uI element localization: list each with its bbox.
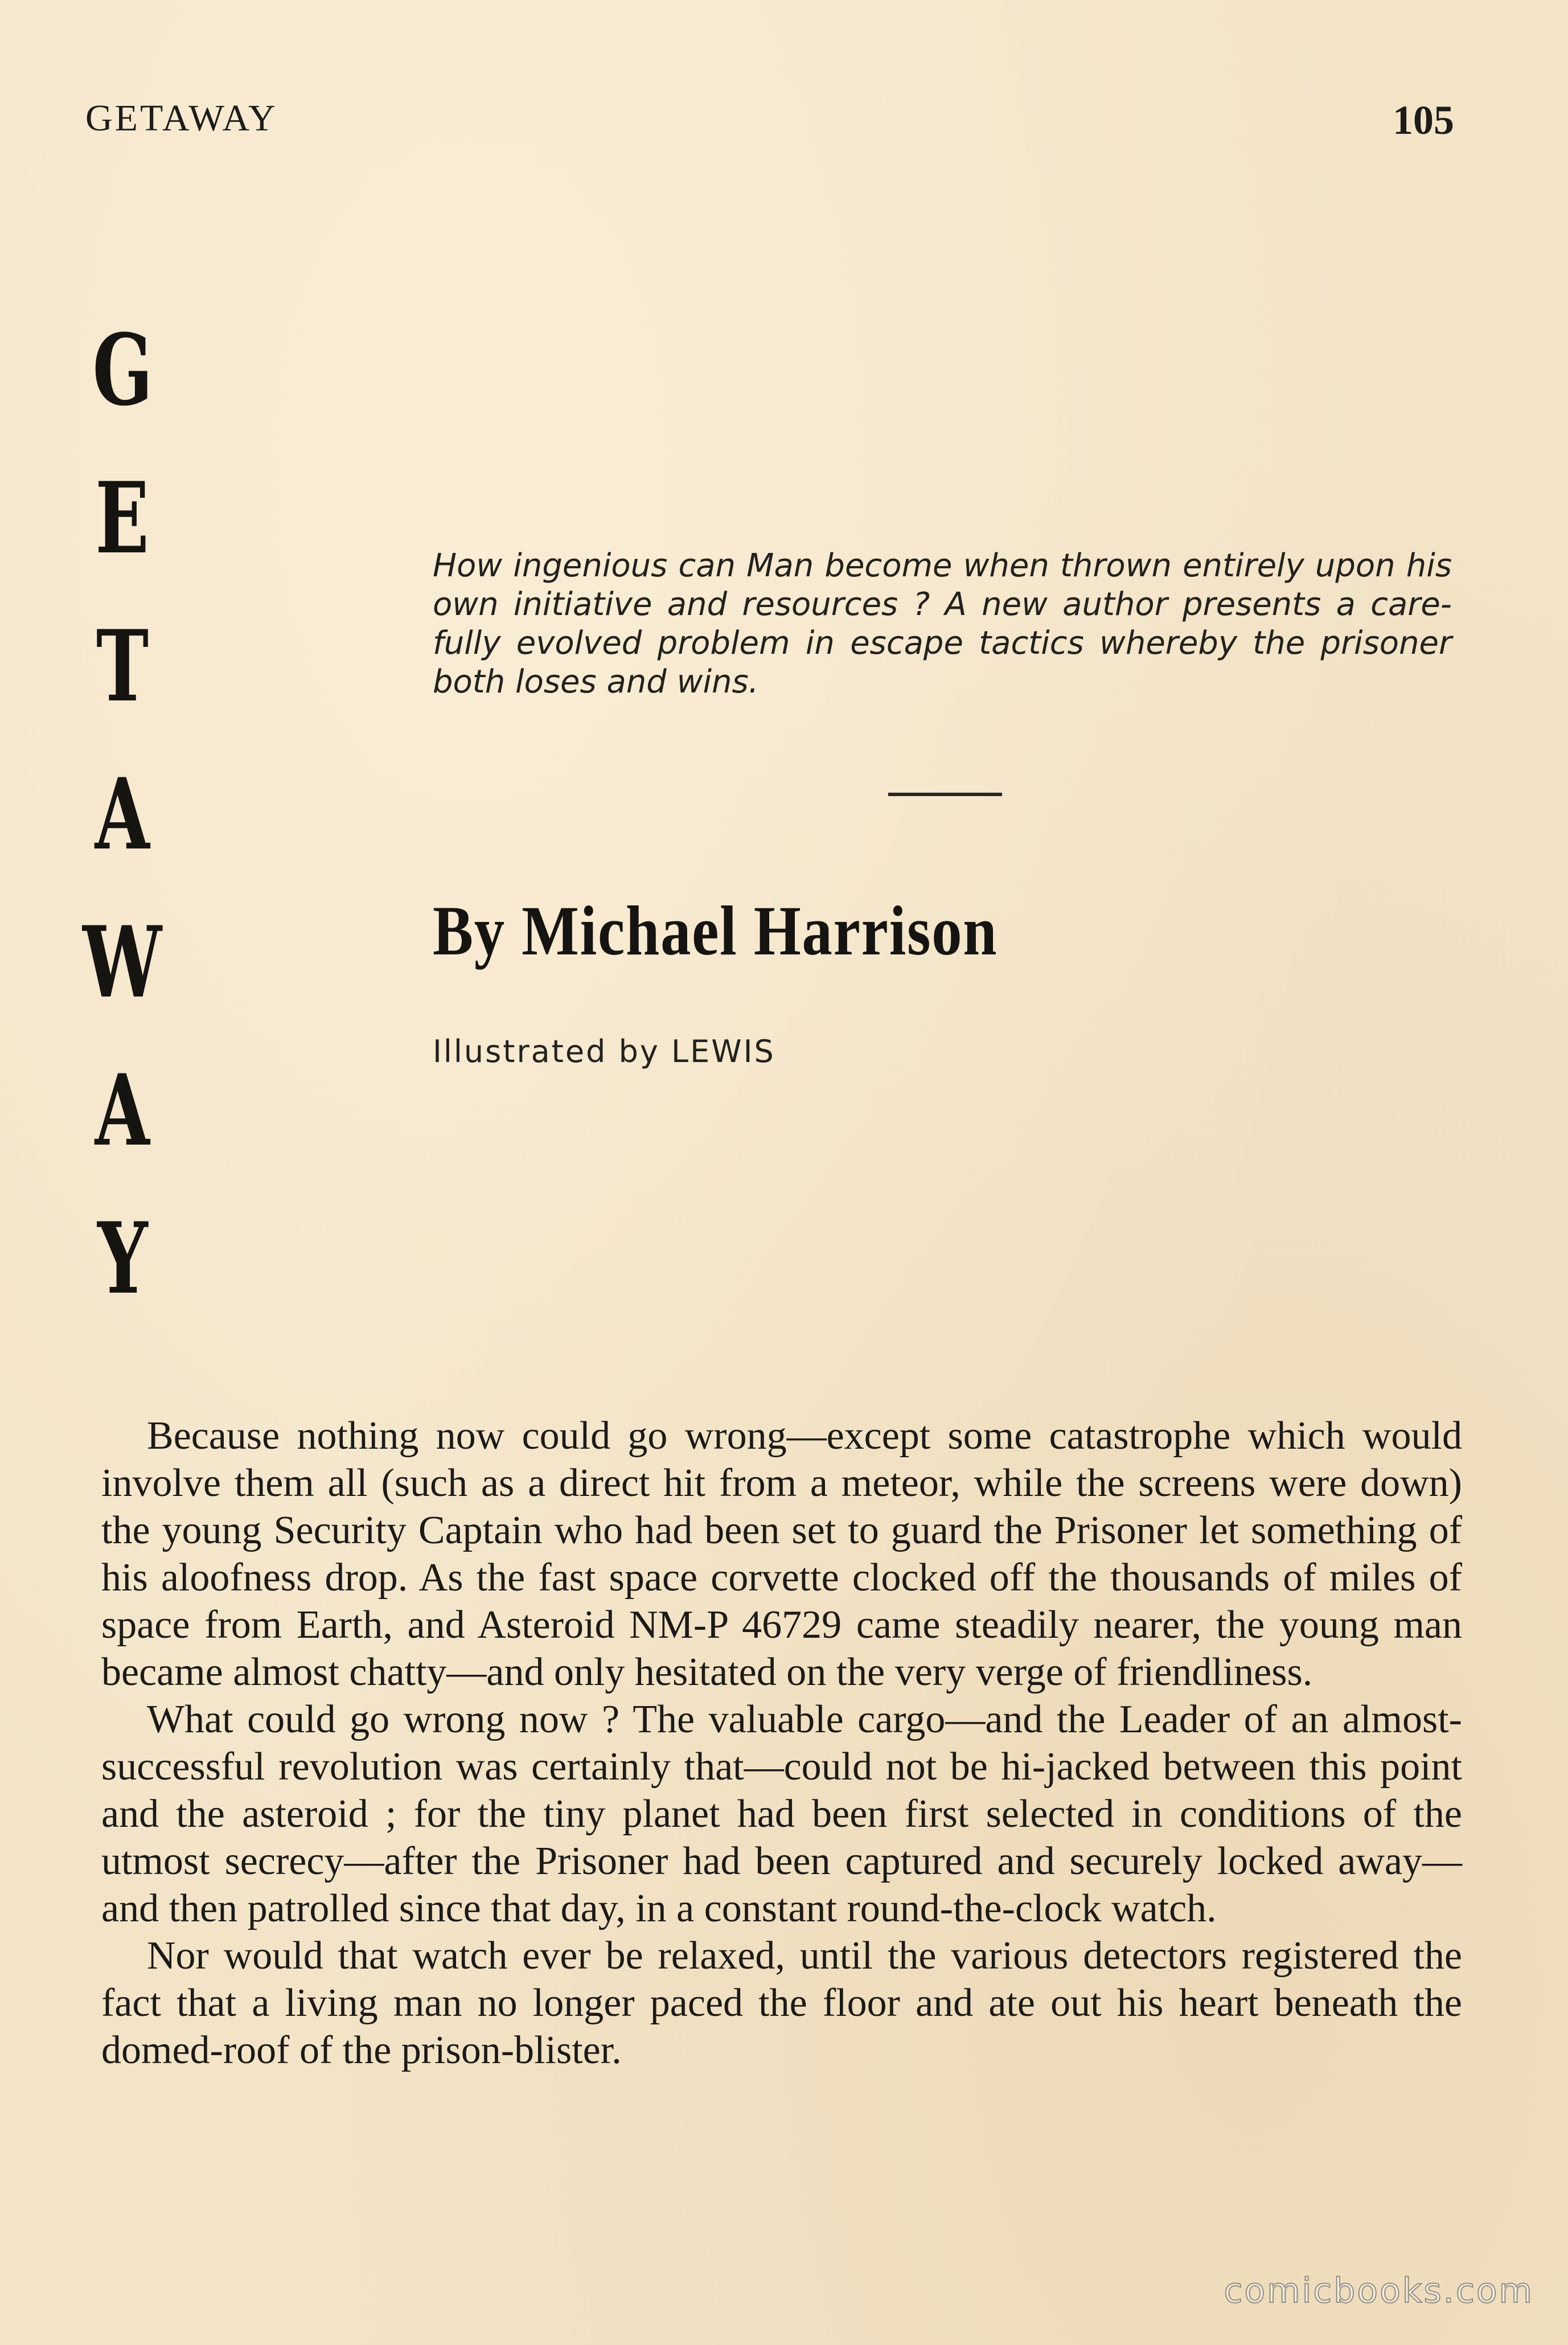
illustrator-credit: Illustrated by LEWIS: [433, 1034, 775, 1069]
running-head: GETAWAY: [85, 97, 278, 139]
title-letter: Y: [97, 1200, 148, 1316]
title-letter: E: [95, 460, 150, 576]
title-letter: A: [95, 756, 150, 872]
story-blurb: How ingenious can Man become when thrown entirely upon his own initiative and resources ? A new author presents a care-fully evolved problem in escape tactics whereby the prisoner both loses and wins.: [433, 547, 1452, 700]
story-body: [101, 1412, 1462, 2074]
page-number: 105: [1393, 97, 1454, 143]
title-letter: A: [95, 1052, 150, 1168]
body-paragraph: Nor would that watch ever be relaxed, until the various detectors registered the fact that a living man no longer paced the floor and ate out his heart beneath the domed-roof of the prison-blister.: [101, 1934, 1462, 2072]
author-byline: By Michael Harrison: [433, 892, 998, 970]
body-paragraph: What could go wrong now ? The valuable cargo—and the Leader of an almost-successful revolution was certainly that—could not be hi-jacked between this point and the asteroid ; for the tiny planet had been first selected in conditions of the utmost secrecy—after the Prisoner had been captured and securely locked away—and then patrolled since that day, in a constant round-the-clock watch.: [101, 1698, 1462, 1930]
title-letter: G: [92, 312, 153, 428]
vertical-title: [74, 296, 171, 1333]
body-paragraph: Because nothing now could go wrong—except some catastrophe which would involve them all (such as a direct hit from a meteor, while the screens were down) the young Security Captain who had been set to guard the Prisoner let something of his aloofness drop. As the fast space corvette clocked off the thousands of miles of space from Earth, and Asteroid NM-P 46729 came steadily nearer, the young man became almost chatty—and only hesitated on the very verge of friendliness.: [101, 1414, 1462, 1694]
site-watermark: comicbooks.com: [1224, 2271, 1534, 2311]
section-divider: [888, 793, 1002, 796]
title-letter: W: [83, 904, 162, 1020]
title-letter: T: [96, 608, 149, 724]
